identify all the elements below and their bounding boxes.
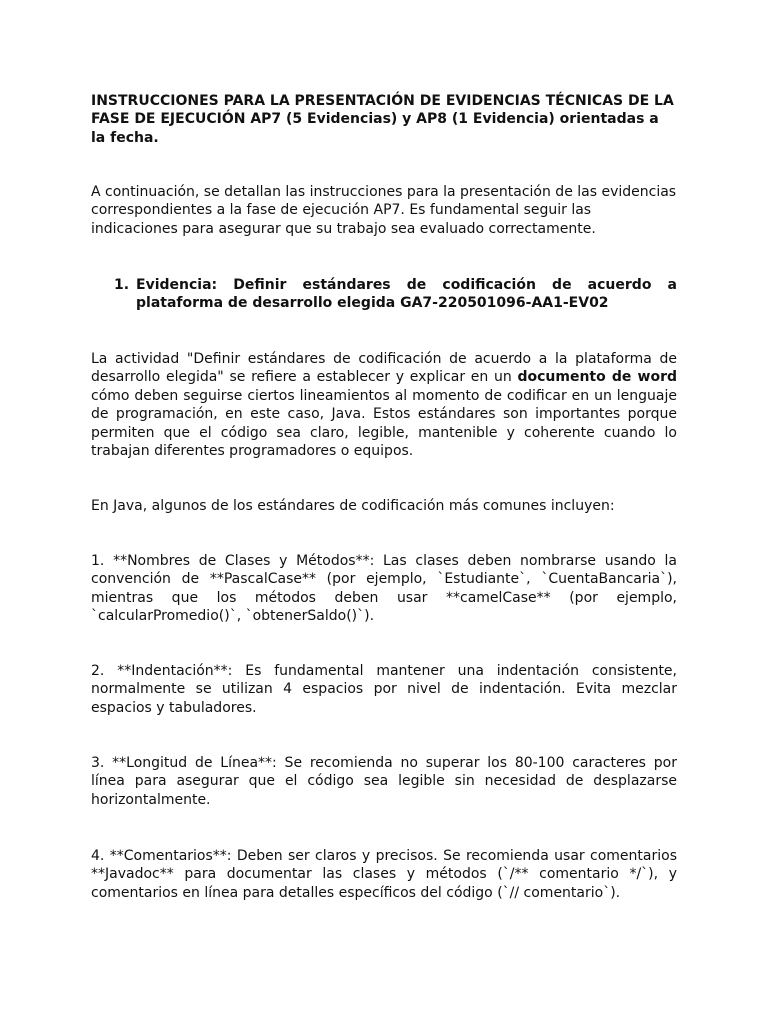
evidence-list-text: Evidencia: Definir estándares de codificación de acuerdo a plataforma de desarrollo elegida GA7-220501096-AA1-EV02	[136, 277, 677, 312]
activity-text-bold: documento de word	[517, 369, 677, 386]
java-intro-paragraph: En Java, algunos de los estándares de codificación más comunes incluyen:	[91, 498, 615, 514]
activity-paragraph	[91, 350, 677, 460]
standard-item-comments: 4. **Comentarios**: Deben ser claros y precisos. Se recomienda usar comentarios **Javadoc** para documentar las clases y métodos (`/** comentario */`), y comentarios en línea para detalles específicos del código (`// comentario`).	[91, 848, 677, 901]
standard-item-indentation: 2. **Indentación**: Es fundamental mantener una indentación consistente, normalmente se utilizan 4 espacios por nivel de indentación. Evita mezclar espacios y tabuladores.	[91, 663, 677, 716]
standard-item-line-length: 3. **Longitud de Línea**: Se recomienda no superar los 80-100 caracteres por línea para asegurar que el código sea legible sin necesidad de desplazarse horizontalmente.	[91, 755, 677, 808]
standard-item-naming: 1. **Nombres de Clases y Métodos**: Las clases deben nombrarse usando la convención de **PascalCase** (por ejemplo, `Estudiante`, `CuentaBancaria`), mientras que los métodos deben usar **camelCase** (por ejemplo, `calcularPromedio()`, `obtenerSaldo()`).	[91, 553, 677, 625]
activity-text-before: La actividad "Definir estándares de codificación de acuerdo a la plataforma de desarrollo elegida" se refiere a establecer y explicar en un	[91, 351, 677, 386]
intro-paragraph: A continuación, se detallan las instrucciones para la presentación de las evidencias correspondientes a la fase de ejecución AP7. Es fundamental seguir las indicaciones para asegurar que su trabajo sea evaluado correctamente.	[91, 184, 677, 237]
activity-text-after: cómo deben seguirse ciertos lineamientos al momento de codificar en un lenguaje de programación, en este caso, Java. Estos estándares son importantes porque permiten que el código sea claro, legible, mantenible y coherente cuando lo trabajan diferentes programadores o equipos.	[91, 387, 677, 460]
evidence-list-number: 1.	[114, 277, 130, 293]
document-title: INSTRUCCIONES PARA LA PRESENTACIÓN DE EVIDENCIAS TÉCNICAS DE LA FASE DE EJECUCIÓN AP7 (5 Evidencias) y AP8 (1 Evidencia) orientadas a la fecha.	[91, 93, 674, 146]
